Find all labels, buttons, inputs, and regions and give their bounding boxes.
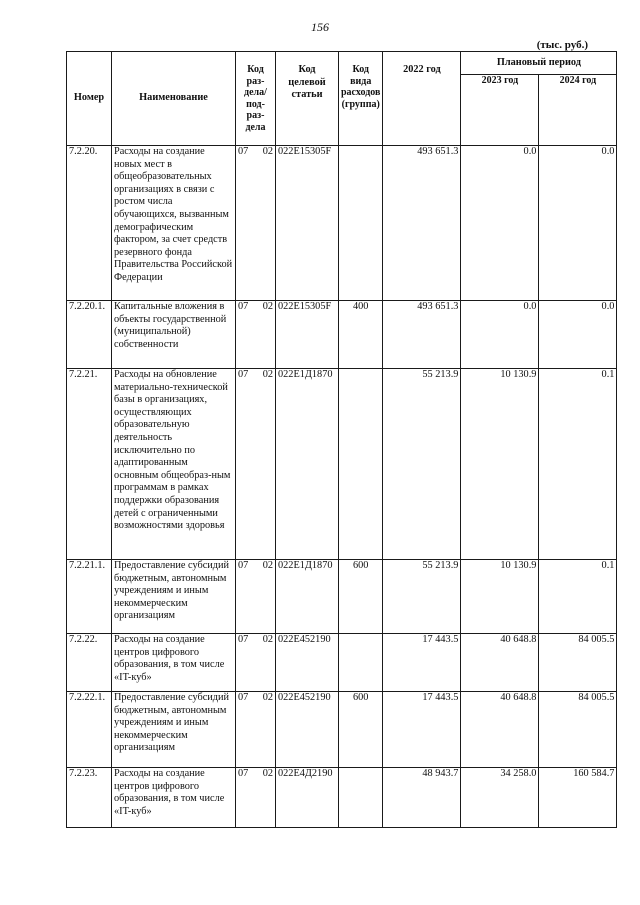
row-razdel-code: 07 bbox=[238, 768, 249, 779]
row-number: 7.2.20. bbox=[67, 146, 112, 301]
row-target-article: 022Е452190 bbox=[276, 692, 339, 768]
row-target-article: 022Е452190 bbox=[276, 634, 339, 692]
row-value-2022: 48 943.7 bbox=[383, 768, 461, 828]
row-razdel bbox=[236, 768, 276, 828]
row-subrazdel-code: 02 bbox=[262, 369, 273, 380]
row-name: Предоставление субсидий бюджетным, автономным учреждениям и иным некоммерческим организациям bbox=[112, 692, 236, 768]
header-target-article: Код целевой статьи bbox=[276, 52, 339, 146]
row-name: Расходы на создание новых мест в общеобразовательных организациях в связи с ростом числа обучающихся, вызванным демографическим фактором, за счет средств резервного фонда Правительства Российской Федерации bbox=[112, 146, 236, 301]
row-value-2024: 84 005.5 bbox=[539, 634, 617, 692]
row-name: Расходы на создание центров цифрового образования, в том числе «IT-куб» bbox=[112, 768, 236, 828]
header-razdel: Код раз- дела/ под- раз- дела bbox=[236, 52, 276, 146]
table-header bbox=[67, 52, 617, 146]
row-subrazdel-code: 02 bbox=[262, 768, 273, 779]
row-expense-type bbox=[339, 369, 383, 560]
row-name: Расходы на создание центров цифрового образования, в том числе «IT-куб» bbox=[112, 634, 236, 692]
units-label: (тыс. руб.) bbox=[536, 39, 588, 51]
row-value-2022: 55 213.9 bbox=[383, 560, 461, 634]
row-value-2023: 34 258.0 bbox=[461, 768, 539, 828]
row-value-2024: 0.1 bbox=[539, 369, 617, 560]
row-razdel-code: 07 bbox=[238, 560, 249, 571]
row-value-2022: 493 651.3 bbox=[383, 146, 461, 301]
row-value-2024: 0.0 bbox=[539, 301, 617, 369]
row-number: 7.2.22.1. bbox=[67, 692, 112, 768]
row-value-2023: 10 130.9 bbox=[461, 560, 539, 634]
row-razdel bbox=[236, 560, 276, 634]
budget-table bbox=[66, 51, 617, 828]
header-name: Наименование bbox=[112, 52, 236, 146]
row-value-2024: 0.0 bbox=[539, 146, 617, 301]
table-row bbox=[67, 634, 617, 692]
table-row bbox=[67, 301, 617, 369]
row-subrazdel-code: 02 bbox=[262, 634, 273, 645]
row-number: 7.2.21.1. bbox=[67, 560, 112, 634]
row-target-article: 022Е4Д2190 bbox=[276, 768, 339, 828]
row-number: 7.2.20.1. bbox=[67, 301, 112, 369]
table-row bbox=[67, 369, 617, 560]
row-number: 7.2.23. bbox=[67, 768, 112, 828]
row-target-article: 022Е1Д1870 bbox=[276, 560, 339, 634]
row-razdel bbox=[236, 634, 276, 692]
row-razdel-code: 07 bbox=[238, 301, 249, 312]
row-value-2023: 40 648.8 bbox=[461, 692, 539, 768]
row-target-article: 022Е15305F bbox=[276, 146, 339, 301]
row-razdel-code: 07 bbox=[238, 146, 249, 157]
row-number: 7.2.21. bbox=[67, 369, 112, 560]
row-razdel-code: 07 bbox=[238, 369, 249, 380]
row-razdel bbox=[236, 301, 276, 369]
table-row bbox=[67, 768, 617, 828]
row-expense-type bbox=[339, 634, 383, 692]
row-value-2023: 10 130.9 bbox=[461, 369, 539, 560]
row-target-article: 022Е15305F bbox=[276, 301, 339, 369]
row-subrazdel-code: 02 bbox=[262, 301, 273, 312]
row-number: 7.2.22. bbox=[67, 634, 112, 692]
header-2024: 2024 год bbox=[539, 75, 617, 146]
row-razdel-code: 07 bbox=[238, 634, 249, 645]
table-row bbox=[67, 692, 617, 768]
row-subrazdel-code: 02 bbox=[262, 692, 273, 703]
row-expense-type: 400 bbox=[339, 301, 383, 369]
row-razdel bbox=[236, 146, 276, 301]
header-2022: 2022 год bbox=[383, 52, 461, 146]
header-2023: 2023 год bbox=[461, 75, 539, 146]
table-body bbox=[67, 146, 617, 828]
row-expense-type: 600 bbox=[339, 560, 383, 634]
table-row bbox=[67, 146, 617, 301]
row-razdel-code: 07 bbox=[238, 692, 249, 703]
row-name: Расходы на обновление материально-технической базы в организациях, осуществляющих образовательную деятельность исключительно по адаптированным основным общеобраз-ным программам в рамках поддержки образования детей с ограниченными возможностями здоровья bbox=[112, 369, 236, 560]
header-number: Номер bbox=[67, 52, 112, 146]
row-subrazdel-code: 02 bbox=[262, 560, 273, 571]
row-target-article: 022Е1Д1870 bbox=[276, 369, 339, 560]
row-value-2022: 17 443.5 bbox=[383, 634, 461, 692]
row-expense-type: 600 bbox=[339, 692, 383, 768]
page-number: 156 bbox=[311, 20, 329, 34]
row-expense-type bbox=[339, 768, 383, 828]
row-value-2024: 84 005.5 bbox=[539, 692, 617, 768]
header-plan-period: Плановый период bbox=[461, 52, 617, 75]
row-name: Предоставление субсидий бюджетным, автономным учреждениям и иным некоммерческим организациям bbox=[112, 560, 236, 634]
header-expense-type: Код вида расходов (группа) bbox=[339, 52, 383, 146]
row-razdel bbox=[236, 369, 276, 560]
row-value-2023: 0.0 bbox=[461, 301, 539, 369]
row-value-2023: 0.0 bbox=[461, 146, 539, 301]
row-subrazdel-code: 02 bbox=[262, 146, 273, 157]
row-value-2022: 55 213.9 bbox=[383, 369, 461, 560]
row-name: Капитальные вложения в объекты государственной (муниципальной) собственности bbox=[112, 301, 236, 369]
row-value-2022: 493 651.3 bbox=[383, 301, 461, 369]
row-value-2023: 40 648.8 bbox=[461, 634, 539, 692]
table-row bbox=[67, 560, 617, 634]
row-razdel bbox=[236, 692, 276, 768]
row-value-2024: 160 584.7 bbox=[539, 768, 617, 828]
row-expense-type bbox=[339, 146, 383, 301]
row-value-2022: 17 443.5 bbox=[383, 692, 461, 768]
row-value-2024: 0.1 bbox=[539, 560, 617, 634]
